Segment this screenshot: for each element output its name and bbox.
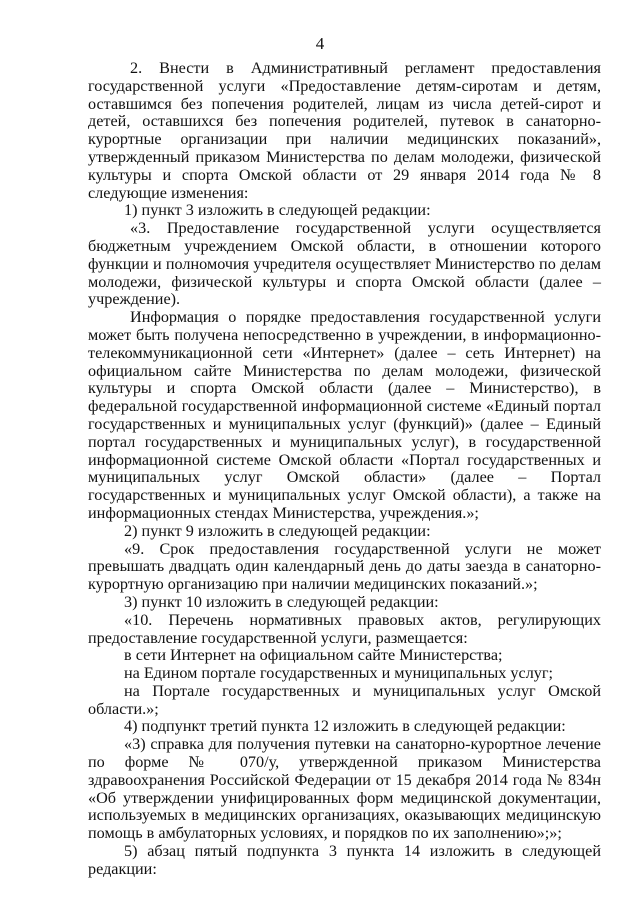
paragraph-item-3-text: «3. Предоставление государственной услуги осуществляется бюджетным учреждением Омской области, в отношении которого функции и полномочия учредителя осуществляет Министерство по делам молодежи, физической культуры и спорта Омской области (далее – учреждение). [88,219,601,309]
paragraph-medical-certificate: «3) справка для получения путевки на санаторно-курортное лечение по форме № 070/у, утвержденной приказом Министерства здравоохранения Российской Федерации от 15 декабря 2014 года № 834н «Об утверждении унифицированных форм медицинской документации, используемых в медицинских организациях, оказывающих медицинскую помощь в амбулаторных условиях, и порядков по их заполнению»;»; [88,735,601,843]
paragraph-unified-portal: на Едином портале государственных и муниципальных услуг; [124,664,554,683]
paragraph-omsk-portal: на Портале государственных и муниципальных услуг Омской области.»; [88,681,601,718]
paragraph-item-4-heading: 4) подпункт третий пункта 12 изложить в следующей редакции: [124,717,566,736]
paragraph-internet-site: в сети Интернет на официальном сайте Министерства; [124,646,503,665]
page-number: 4 [315,34,325,53]
paragraph-item-5-heading: 5) абзац пятый подпункта 3 пункта 14 изложить в следующей редакции: [88,842,601,878]
document-body [88,60,601,879]
paragraph-item-3-heading: 3) пункт 10 изложить в следующей редакции: [124,592,439,611]
paragraph-item-10-text: «10. Перечень нормативных правовых актов, регулирующих предоставление государственной услуги, размещается: [88,610,601,647]
paragraph-item-1-heading: 1) пункт 3 изложить в следующей редакции: [124,201,431,220]
paragraph-item-9-text: «9. Срок предоставления государственной услуги не может превышать двадцать один календарный день до даты заезда в санаторно-курортную организацию при наличии медицинских показаний.»; [88,539,601,594]
paragraph-amendment-intro: 2. Внести в Административный регламент предоставления государственной услуги «Предоставление детям-сиротам и детям, оставшимся без попечения родителей, лицам из числа детей-сирот и детей, оставшихся без попечения родителей, путевок в санаторно-курортные организации при наличии медицинских показаний», утвержденный приказом Министерства по делам молодежи, физической культуры и спорта Омской области от 29 января 2014 года № 8 следующие изменения: [88,59,601,202]
paragraph-information-order: Информация о порядке предоставления государственной услуги может быть получена непосредственно в учреждении, в информационно-телекоммуникационной сети «Интернет» (далее – сеть Интернет) на официальном сайте Министерства по делам молодежи, физической культуры и спорта Омской области (далее – Министерство), в федеральной государственной информационной системе «Единый портал государственных и муниципальных услуг (функций)» (далее – Единый портал государственных и муниципальных услуг), в государственной информационной системе Омской области «Портал государственных и муниципальных услуг Омской области» (далее – Портал государственных и муниципальных услуг Омской области), а также на информационных стендах Министерства, учреждения.»; [88,308,601,522]
paragraph-item-2-heading: 2) пункт 9 изложить в следующей редакции: [124,521,431,540]
